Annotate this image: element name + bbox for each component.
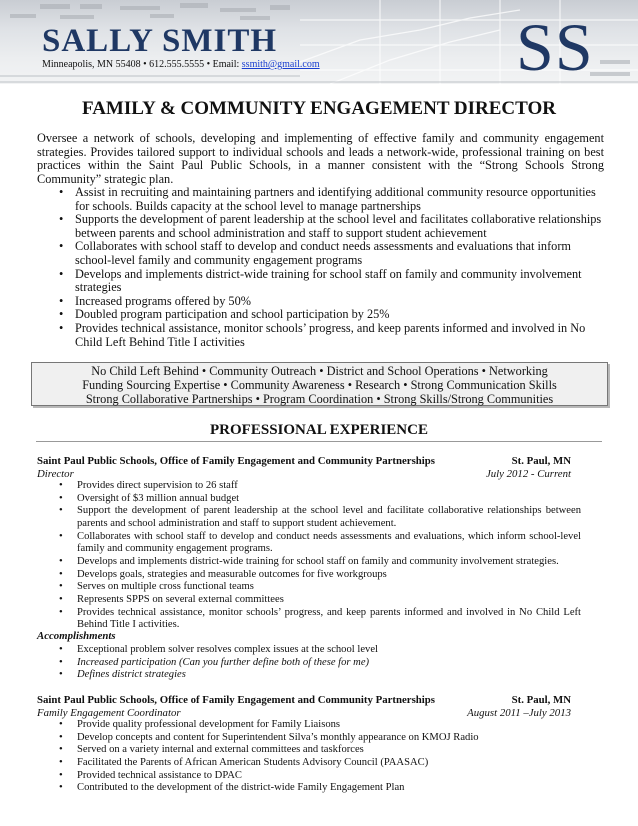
bullet-text: Serves on multiple cross functional teams [77,581,254,593]
job-header [37,694,571,720]
list-item [37,607,581,632]
skills-line: Strong Collaborative Partnerships • Program Coordination • Strong Skills/Strong Communities [85,391,554,406]
list-item [37,719,581,732]
bullet-text: Support the development of parent leadership at the school level and facilitate collaborative relationships between parents and school administration and staff to support student achievement. [77,505,581,529]
job-location: St. Paul, MN [511,694,571,706]
email-link[interactable]: ssmith@gmail.com [241,59,320,70]
list-item [37,493,581,506]
bullet-text: Develops goals, strategies and measurable outcomes for five workgroups [77,568,387,580]
bullet-icon: • [59,769,63,781]
job-bullet-list [37,719,581,795]
bullet-icon: • [59,656,63,668]
bullet-icon: • [59,782,63,794]
list-item [37,556,581,569]
bullet-text: Provides technical assistance, monitor schools’ progress, and keep parents informed and involved in No Child Left Behind Title I activities [75,320,586,349]
list-item [37,770,581,783]
list-item [37,186,604,213]
job-bullet-list [37,480,581,632]
list-item [37,669,581,682]
list-item [37,308,604,322]
bullet-icon: • [59,593,63,605]
bullet-icon: • [59,719,63,730]
company-name: Saint Paul Public Schools, Office of Family Engagement and Community Partnerships [37,455,435,467]
monogram-logo: SS [516,9,594,84]
bullet-text: Collaborates with school staff to develop and conduct needs assessments and evaluations, which inform school-level family and community engagement programs. [77,530,581,555]
job-role: Director [37,468,74,480]
bullet-icon: • [59,568,63,580]
bullet-text: Assist in recruiting and maintaining partners and identifying additional community resource opportunities for schools. Builds capacity at the school level to manage partnerships [75,185,596,213]
job-dates: August 2011 –July 2013 [467,707,571,719]
bullet-icon: • [59,669,63,681]
bullet-text: Represents SPPS on several external committees [77,593,284,605]
bullet-text: Increased participation (Can you further define both of these for me) [77,656,370,668]
contact-details: Minneapolis, MN 55408 • 612.555.5555 • Email: [42,59,242,70]
list-item [37,268,604,295]
list-item [37,744,581,757]
bullet-icon: • [59,606,63,618]
summary-bullet-list [37,186,604,349]
bullet-icon: • [59,581,63,593]
list-item [37,505,581,530]
job-location: St. Paul, MN [511,455,571,467]
bullet-text: Increased programs offered by 50% [75,293,251,308]
header-banner [0,0,638,84]
bullet-text: Provided technical assistance to DPAC [77,769,242,781]
bullet-icon: • [59,212,64,227]
bullet-text: Doubled program participation and school participation by 25% [75,307,390,322]
list-item [37,594,581,607]
bullet-text: Provides direct supervision to 26 staff [77,480,238,491]
bullet-icon: • [59,266,64,281]
bullet-text: Contributed to the development of the district-wide Family Engagement Plan [77,782,405,794]
bullet-text: Facilitated the Parents of African American Students Advisory Council (PAASAC) [77,756,429,768]
bullet-text: Develop concepts and content for Superintendent Silva’s monthly appearance on KMOJ Radio [77,731,479,743]
bullet-icon: • [59,530,63,542]
list-item [37,531,581,556]
accomplishments-list [37,644,581,682]
skills-line: No Child Left Behind • Community Outreach • District and School Operations • Networking [91,364,548,378]
bullet-text: Exceptional problem solver resolves complex issues at the school level [77,644,378,655]
list-item [37,480,581,493]
bullet-text: Supports the development of parent leadership at the school level and facilitates collaborative relationships between parents and school administration and staff to support student achievement [75,212,602,240]
bullet-text: Oversight of $3 million annual budget [77,492,240,504]
list-item [37,295,604,309]
bullet-icon: • [59,492,63,504]
list-item [37,757,581,770]
list-item [37,213,604,240]
bullet-icon: • [59,731,63,743]
list-item [37,732,581,745]
bullet-icon: • [59,185,64,199]
skills-line: Funding Sourcing Expertise • Community Awareness • Research • Strong Communication Skills [82,377,557,392]
bullet-icon: • [59,644,63,655]
job-header [37,455,571,481]
list-item [37,644,581,657]
resume-title: FAMILY & COMMUNITY ENGAGEMENT DIRECTOR [82,98,556,119]
bullet-icon: • [59,505,63,517]
bullet-icon: • [59,756,63,768]
bullet-text: Develops and implements district-wide training for school staff on family and community involvement strategies. [77,555,559,567]
summary-paragraph: Oversee a network of schools, developing and implementing of effective family and community engagement strategies. Provides tailored support to individual schools and leads a network-wide, professional training on best practices within the Saint Paul Public Schools, in a manner consistent with the “Strong Schools Strong Community” strategic plan. [37,131,604,186]
bullet-icon: • [59,293,64,308]
bullet-text: Collaborates with school staff to develop and conduct needs assessments and evaluations that inform school-level family and community engagement programs [75,239,571,267]
list-item [37,782,581,795]
bullet-icon: • [59,320,64,335]
bullet-text: Served on a variety internal and external committees and taskforces [77,744,364,756]
bullet-text: Defines district strategies [77,669,186,681]
accomplishments-label: Accomplishments [37,630,116,642]
skills-box [31,362,608,406]
company-name: Saint Paul Public Schools, Office of Family Engagement and Community Partnerships [37,694,435,706]
bullet-icon: • [59,555,63,567]
bullet-icon: • [59,307,64,322]
list-item [37,322,604,349]
list-item [37,569,581,582]
candidate-name: SALLY SMITH [42,23,278,59]
section-heading-experience: PROFESSIONAL EXPERIENCE [210,422,428,438]
job-dates: July 2012 - Current [485,468,571,480]
contact-line [42,59,320,71]
bullet-text: Develops and implements district-wide training for school staff on family and community involvement strategies [75,266,582,295]
section-divider [36,441,602,442]
job-role: Family Engagement Coordinator [37,707,181,719]
bullet-text: Provides technical assistance, monitor schools’ progress, and keep parents informed and involved in No Child Left Behind Title I activities. [77,606,581,631]
bullet-icon: • [59,480,63,491]
bullet-icon: • [59,744,63,756]
list-item [37,240,604,267]
bullet-icon: • [59,239,64,254]
list-item [37,657,581,670]
bullet-text: Provide quality professional development for Family Liaisons [77,719,341,730]
list-item [37,581,581,594]
